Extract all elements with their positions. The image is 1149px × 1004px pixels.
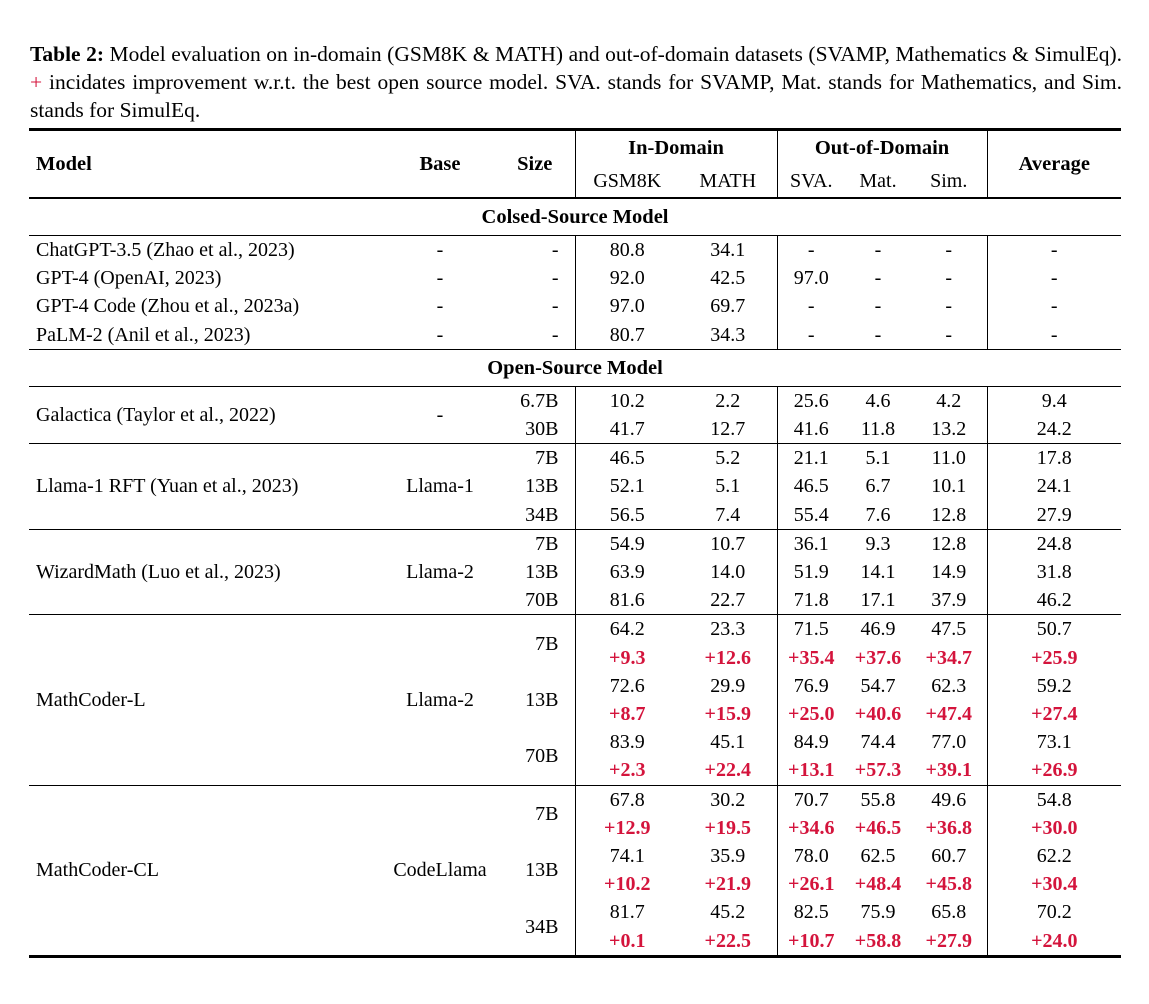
improvement-cell: +27.4 (987, 700, 1121, 728)
score-cell: 54.8 (987, 785, 1121, 814)
score-cell: 37.9 (931, 589, 967, 612)
model-name-cell: Galactica (Taylor et al., 2022) (36, 403, 276, 426)
size-cell: 34B (525, 915, 559, 938)
score-cell: - (987, 292, 1121, 320)
improvement-cell: +21.9 (704, 873, 751, 896)
model-name-cell: GPT-4 Code (Zhou et al., 2023a) (36, 295, 300, 318)
size-cell: - (551, 267, 559, 290)
score-cell: 46.2 (987, 586, 1121, 615)
improvement-cell: +2.3 (575, 756, 679, 785)
model-block (29, 236, 1121, 350)
score-cell: - (777, 292, 845, 320)
score-cell: 7.4 (715, 503, 741, 526)
score-cell: 10.2 (575, 386, 679, 415)
section-header-row (29, 198, 1121, 236)
score-cell: 4.2 (936, 389, 962, 412)
table-header (29, 130, 1121, 199)
score-cell: 12.8 (931, 532, 967, 555)
improvement-cell: +36.8 (925, 816, 972, 839)
size-cell: 13B (525, 859, 559, 882)
base-cell: - (436, 267, 444, 290)
score-cell: 65.8 (931, 901, 967, 924)
improvement-cell: +10.2 (575, 870, 679, 898)
caption-text-2: incidates improvement w.r.t. the best open source model. SVA. stands for SVAMP, Mat. stands for Mathematics, and Sim. stands for SimulEq. (30, 69, 1122, 122)
improvement-cell: +37.6 (854, 646, 902, 669)
col-header-gsm8k: GSM8K (575, 165, 679, 198)
score-cell: 5.1 (715, 475, 741, 498)
size-cell: - (551, 239, 559, 261)
score-cell: - (987, 321, 1121, 350)
score-cell: 81.7 (575, 898, 679, 926)
score-cell: 22.7 (710, 589, 746, 612)
model-name-cell: MathCoder-L (36, 688, 146, 711)
score-cell: 42.5 (710, 267, 746, 290)
base-cell: Llama-1 (406, 475, 474, 498)
size-cell: 6.7B (520, 389, 559, 412)
size-cell: 13B (525, 475, 559, 498)
section-header (29, 198, 1121, 236)
base-cell: Llama-2 (406, 688, 474, 711)
improvement-cell: +47.4 (925, 703, 972, 726)
improvement-cell: +22.5 (704, 929, 751, 952)
score-cell: 52.1 (575, 472, 679, 500)
score-cell: - (777, 236, 845, 265)
score-cell: 12.8 (931, 503, 967, 526)
section-header (29, 349, 1121, 386)
improvement-cell: +8.7 (575, 700, 679, 728)
score-cell: 29.9 (710, 674, 746, 697)
score-cell: 24.2 (987, 415, 1121, 444)
score-cell: - (945, 323, 953, 346)
size-cell: 7B (535, 532, 559, 555)
caption-text-1: Model evaluation on in-domain (GSM8K & MATH) and out-of-domain datasets (SVAMP, Mathematics & SimulEq). (104, 41, 1122, 66)
score-cell: 81.6 (575, 586, 679, 615)
model-name-cell: GPT-4 (OpenAI, 2023) (36, 267, 222, 290)
score-cell: 27.9 (987, 501, 1121, 530)
score-cell: 41.6 (777, 415, 845, 444)
improvement-cell: +15.9 (704, 703, 751, 726)
score-cell: 5.1 (865, 447, 891, 470)
improvement-cell: +10.7 (777, 927, 845, 957)
base-cell: CodeLlama (393, 859, 487, 882)
score-cell: 46.5 (575, 444, 679, 473)
improvement-cell: +35.4 (777, 644, 845, 672)
score-cell: 21.1 (777, 444, 845, 473)
size-cell: 70B (525, 589, 559, 612)
table-caption (30, 40, 1122, 124)
score-cell: 34.3 (710, 323, 746, 346)
improvement-cell: +19.5 (704, 816, 751, 839)
caption-label: Table 2: (30, 41, 105, 66)
improvement-cell: +48.4 (854, 873, 902, 896)
score-cell: - (874, 323, 882, 346)
score-cell: 11.8 (860, 418, 896, 441)
score-cell: - (874, 267, 882, 290)
score-cell: 75.9 (860, 901, 896, 924)
score-cell: 36.1 (777, 529, 845, 558)
col-header-sim: Sim. (930, 170, 968, 192)
score-cell: 59.2 (987, 672, 1121, 700)
score-cell: 69.7 (710, 295, 746, 318)
base-cell: - (436, 323, 444, 346)
improvement-cell: +25.9 (987, 644, 1121, 672)
improvement-cell: +27.9 (925, 929, 972, 952)
score-cell: 50.7 (987, 615, 1121, 644)
header-row-groups (29, 130, 1121, 166)
score-cell: 14.0 (710, 561, 746, 584)
score-cell: 76.9 (777, 672, 845, 700)
score-cell: 13.2 (931, 418, 967, 441)
score-row (29, 615, 1121, 644)
score-cell: 10.7 (710, 532, 746, 555)
score-cell: 80.8 (575, 236, 679, 265)
score-cell: 11.0 (931, 447, 966, 470)
improvement-cell: +39.1 (925, 759, 972, 782)
score-cell: 41.7 (575, 415, 679, 444)
score-cell: 84.9 (777, 728, 845, 756)
score-cell: 25.6 (777, 386, 845, 415)
score-row (29, 321, 1121, 350)
size-cell: 7B (535, 802, 559, 825)
section-title: Open-Source Model (487, 356, 663, 379)
score-cell: 63.9 (575, 558, 679, 586)
score-cell: 23.3 (710, 618, 746, 641)
results-table (29, 128, 1121, 958)
model-block (29, 615, 1121, 785)
model-name-cell: MathCoder-CL (36, 859, 159, 882)
improvement-cell: +34.6 (777, 814, 845, 842)
score-cell: 60.7 (931, 845, 967, 868)
score-cell: 31.8 (987, 558, 1121, 586)
score-cell: - (777, 321, 845, 350)
score-cell: 14.9 (931, 561, 967, 584)
score-cell: 62.5 (860, 845, 896, 868)
col-header-model: Model (36, 153, 92, 175)
size-cell: - (551, 323, 559, 346)
score-cell: 62.3 (931, 674, 967, 697)
score-row (29, 785, 1121, 814)
improvement-cell: +57.3 (854, 759, 902, 782)
score-cell: 10.1 (931, 475, 967, 498)
score-cell: 70.2 (987, 898, 1121, 926)
score-cell: 73.1 (987, 728, 1121, 756)
improvement-cell: +12.9 (575, 814, 679, 842)
model-block (29, 529, 1121, 615)
col-header-math: MATH (699, 170, 757, 192)
score-cell: 46.5 (777, 472, 845, 500)
score-cell: 77.0 (931, 731, 967, 754)
section-header-row (29, 349, 1121, 386)
score-cell: 55.8 (860, 788, 896, 811)
score-cell: 64.2 (575, 615, 679, 644)
score-cell: 12.7 (710, 418, 746, 441)
score-cell: 51.9 (777, 558, 845, 586)
score-cell: 78.0 (777, 842, 845, 870)
model-block (29, 444, 1121, 530)
score-cell: 35.9 (710, 845, 746, 868)
improvement-cell: +22.4 (704, 759, 751, 782)
size-cell: 7B (535, 632, 559, 655)
base-cell: - (436, 239, 444, 261)
model-block (29, 785, 1121, 956)
score-cell: 17.1 (860, 589, 896, 612)
score-cell: 5.2 (715, 447, 741, 470)
score-cell: 54.7 (860, 674, 896, 697)
size-cell: 70B (525, 745, 559, 768)
score-cell: 2.2 (715, 389, 741, 412)
base-cell: Llama-2 (406, 561, 474, 584)
caption-plus-symbol: + (30, 69, 43, 94)
improvement-cell: +24.0 (987, 927, 1121, 957)
score-cell: - (874, 295, 882, 318)
score-cell: 6.7 (865, 475, 891, 498)
size-cell: 30B (525, 418, 559, 441)
score-cell: - (987, 236, 1121, 265)
score-cell: 9.3 (865, 532, 891, 555)
model-name-cell: Llama-1 RFT (Yuan et al., 2023) (36, 475, 299, 498)
score-cell: 54.9 (575, 529, 679, 558)
score-cell: 67.8 (575, 785, 679, 814)
score-row (29, 386, 1121, 415)
improvement-cell: +13.1 (777, 756, 845, 785)
score-cell: 47.5 (931, 618, 967, 641)
improvement-cell: +0.1 (575, 927, 679, 957)
score-cell: 30.2 (710, 788, 746, 811)
score-cell: 97.0 (575, 292, 679, 320)
score-cell: 4.6 (865, 389, 891, 412)
size-cell: 13B (525, 561, 559, 584)
model-name-cell: ChatGPT-3.5 (Zhao et al., 2023) (36, 239, 295, 261)
score-cell: 74.4 (860, 731, 896, 754)
score-cell: 34.1 (710, 239, 746, 261)
improvement-cell: +45.8 (925, 873, 972, 896)
score-cell: 71.8 (777, 586, 845, 615)
size-cell: - (551, 295, 559, 318)
improvement-cell: +34.7 (925, 646, 972, 669)
col-group-in-domain: In-Domain (575, 130, 777, 166)
score-cell: 56.5 (575, 501, 679, 530)
col-header-size: Size (517, 153, 553, 175)
col-header-base: Base (419, 153, 461, 175)
score-cell: 80.7 (575, 321, 679, 350)
improvement-cell: +25.0 (777, 700, 845, 728)
improvement-cell: +30.0 (987, 814, 1121, 842)
score-row (29, 292, 1121, 320)
score-cell: 72.6 (575, 672, 679, 700)
score-cell: 24.1 (987, 472, 1121, 500)
score-cell: 14.1 (860, 561, 896, 584)
improvement-cell: +58.8 (854, 929, 902, 952)
score-cell: - (874, 239, 882, 261)
section-title: Colsed-Source Model (481, 206, 669, 228)
score-cell: 7.6 (865, 503, 891, 526)
score-cell: 46.9 (860, 618, 896, 641)
size-cell: 7B (535, 447, 559, 470)
score-row (29, 236, 1121, 265)
score-cell: - (945, 267, 953, 290)
model-name-cell: WizardMath (Luo et al., 2023) (36, 561, 281, 584)
score-cell: 17.8 (987, 444, 1121, 473)
score-cell: 74.1 (575, 842, 679, 870)
score-cell: 45.1 (710, 731, 746, 754)
model-name-cell: PaLM-2 (Anil et al., 2023) (36, 323, 251, 346)
score-cell: 24.8 (987, 529, 1121, 558)
col-header-mat: Mat. (859, 170, 897, 192)
score-cell: 83.9 (575, 728, 679, 756)
score-cell: 49.6 (931, 788, 967, 811)
score-cell: 82.5 (777, 898, 845, 926)
size-cell: 13B (525, 688, 559, 711)
improvement-cell: +40.6 (854, 703, 902, 726)
model-block (29, 386, 1121, 443)
score-cell: - (945, 295, 953, 318)
improvement-cell: +12.6 (704, 646, 751, 669)
size-cell: 34B (525, 503, 559, 526)
score-cell: - (987, 264, 1121, 292)
improvement-cell: +30.4 (987, 870, 1121, 898)
score-cell: - (945, 239, 953, 261)
score-cell: 97.0 (777, 264, 845, 292)
score-cell: 9.4 (987, 386, 1121, 415)
score-row (29, 444, 1121, 473)
improvement-cell: +9.3 (575, 644, 679, 672)
improvement-cell: +46.5 (854, 816, 902, 839)
col-header-sva: SVA. (777, 165, 845, 198)
base-cell: - (436, 295, 444, 318)
base-cell: - (436, 403, 444, 426)
col-group-out-of-domain: Out-of-Domain (777, 130, 987, 166)
score-row (29, 529, 1121, 558)
improvement-cell: +26.1 (777, 870, 845, 898)
score-cell: 55.4 (777, 501, 845, 530)
score-cell: 71.5 (777, 615, 845, 644)
score-row (29, 264, 1121, 292)
score-cell: 45.2 (710, 901, 746, 924)
col-header-average: Average (987, 130, 1121, 199)
score-cell: 92.0 (575, 264, 679, 292)
score-cell: 70.7 (777, 785, 845, 814)
score-cell: 62.2 (987, 842, 1121, 870)
improvement-cell: +26.9 (987, 756, 1121, 785)
